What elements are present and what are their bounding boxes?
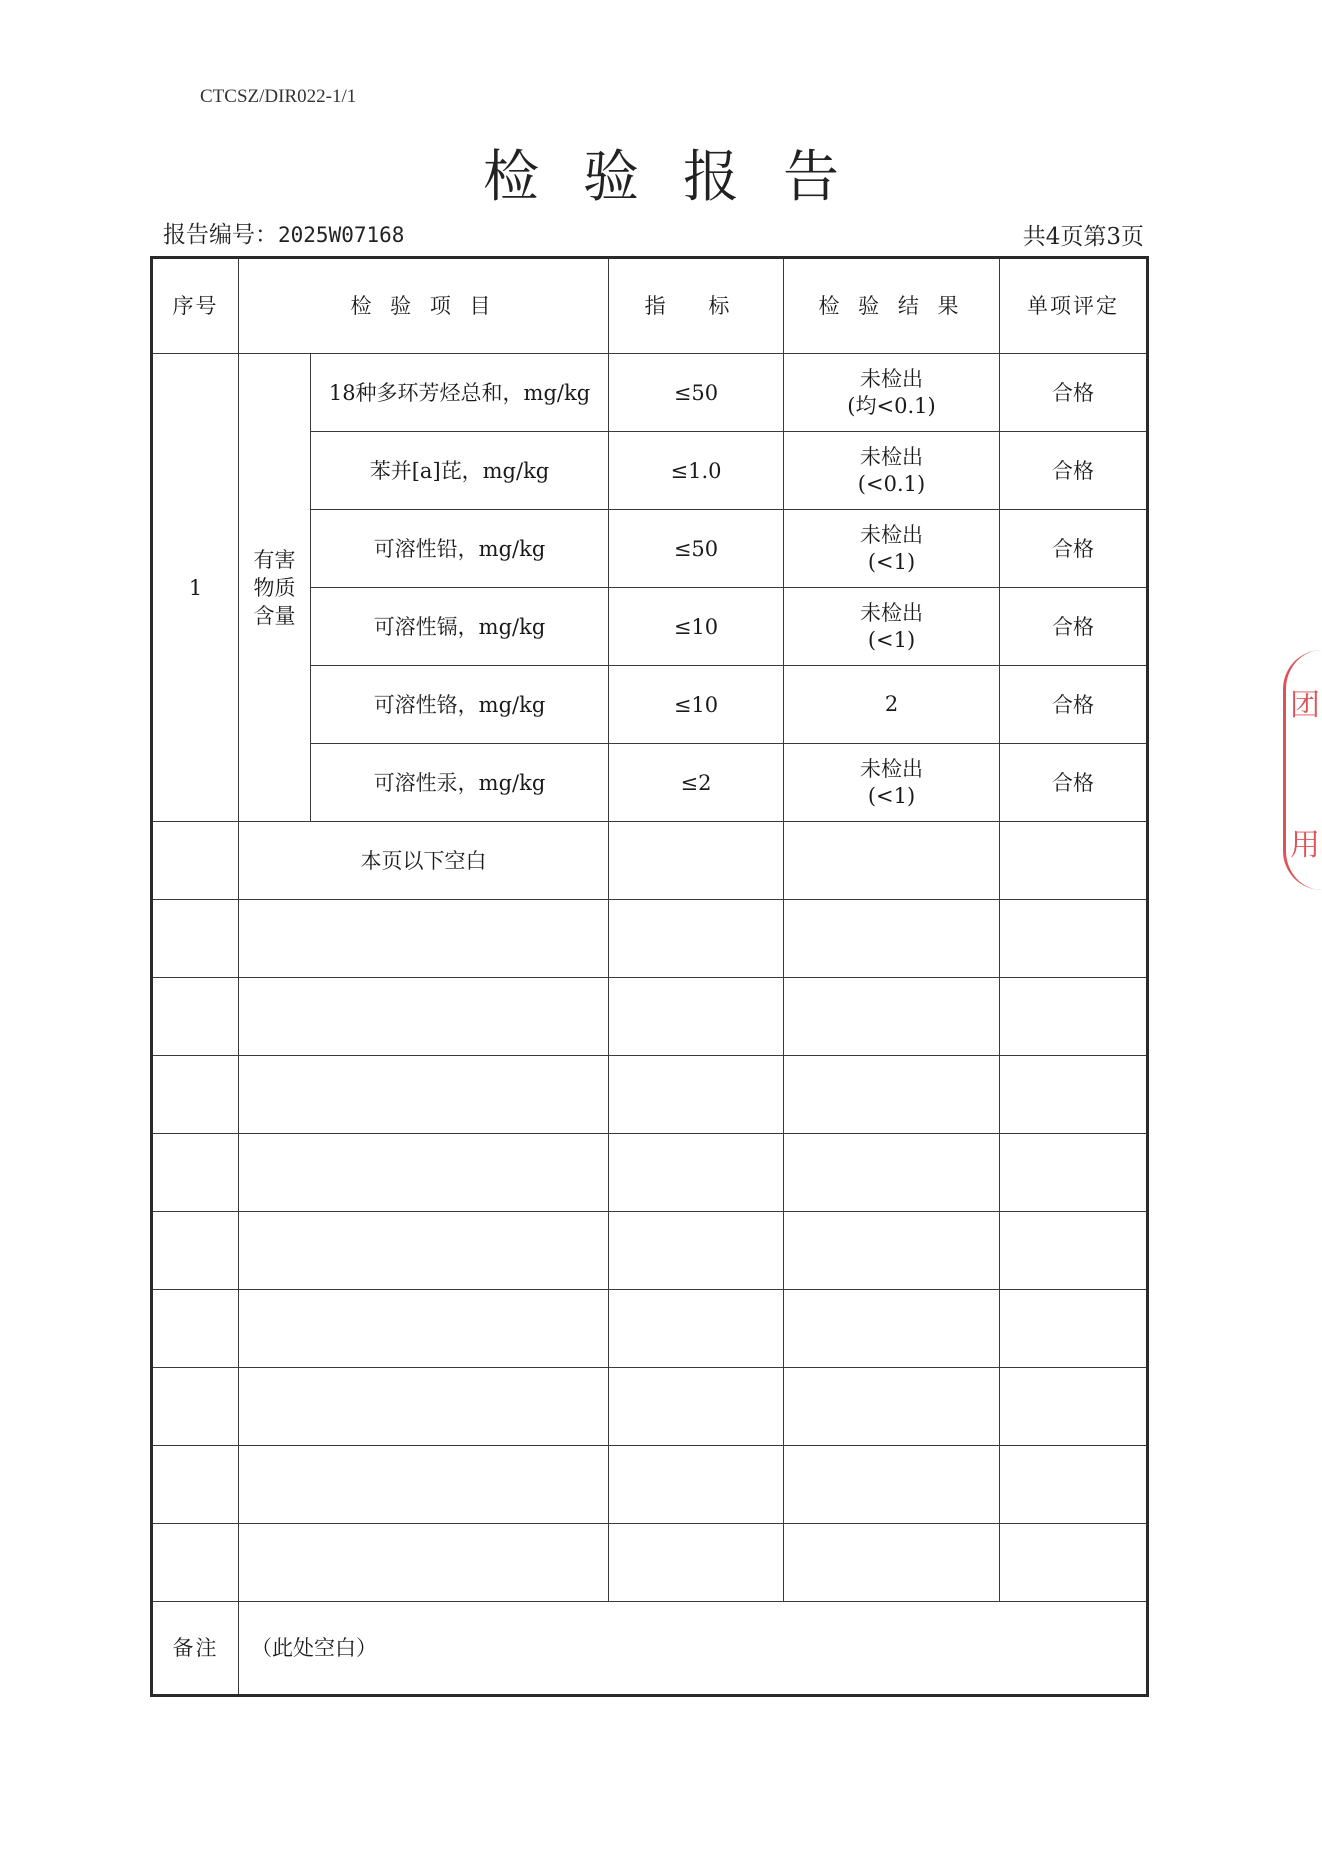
header-index: 指 标	[609, 258, 784, 354]
seal-stamp	[1283, 650, 1322, 890]
rating-cell: 合格	[1000, 666, 1148, 744]
header-result: 检 验 结 果	[784, 258, 1000, 354]
item-cell: 可溶性镉，mg/kg	[311, 588, 609, 666]
result-cell	[784, 432, 1000, 510]
category-line: 有害	[253, 547, 296, 572]
rating-cell: 合格	[1000, 510, 1148, 588]
header-item: 检 验 项 目	[239, 258, 609, 354]
empty-cell	[152, 822, 239, 900]
empty-row	[152, 1212, 1148, 1290]
index-cell: ≤2	[609, 744, 784, 822]
empty-row	[152, 1524, 1148, 1602]
rating-cell: 合格	[1000, 354, 1148, 432]
page-title: 检验报告	[483, 145, 883, 210]
empty-row	[152, 1290, 1148, 1368]
empty-row	[152, 1134, 1148, 1212]
result-cell	[784, 510, 1000, 588]
result-line: 未检出	[860, 756, 923, 781]
remark-row	[152, 1602, 1148, 1696]
result-line: 未检出	[860, 366, 923, 391]
result-line: (<0.1)	[857, 471, 926, 496]
result-cell	[784, 666, 1000, 744]
index-cell: ≤1.0	[609, 432, 784, 510]
empty-row	[152, 1368, 1148, 1446]
empty-cell	[609, 822, 784, 900]
remark-text: （此处空白）	[239, 1602, 1148, 1696]
result-line: 未检出	[860, 522, 923, 547]
stamp-char: 团	[1290, 688, 1320, 723]
report-number	[163, 216, 404, 249]
item-cell: 可溶性汞，mg/kg	[311, 744, 609, 822]
item-cell: 可溶性铅，mg/kg	[311, 510, 609, 588]
report-number-label: 报告编号：	[163, 222, 278, 248]
table-header-row	[152, 258, 1148, 354]
result-line: (<1)	[867, 549, 916, 574]
category-line: 含量	[253, 603, 296, 628]
index-cell: ≤10	[609, 666, 784, 744]
category-cell	[239, 354, 311, 822]
empty-row	[152, 900, 1148, 978]
category-line: 物质	[253, 575, 296, 600]
header-seq: 序号	[152, 258, 239, 354]
remark-label: 备注	[152, 1602, 239, 1696]
form-code: CTCSZ/DIR022-1/1	[200, 86, 357, 107]
result-line: 未检出	[860, 600, 923, 625]
result-line: (<1)	[867, 627, 916, 652]
item-cell: 苯并[a]芘，mg/kg	[311, 432, 609, 510]
result-line: 未检出	[860, 444, 923, 469]
empty-cell	[1000, 822, 1148, 900]
table-row	[152, 354, 1148, 432]
result-line: (<1)	[867, 783, 916, 808]
empty-row	[152, 1446, 1148, 1524]
item-cell: 可溶性铬，mg/kg	[311, 666, 609, 744]
stamp-char: 用	[1290, 828, 1320, 863]
result-cell	[784, 354, 1000, 432]
result-cell	[784, 588, 1000, 666]
index-cell: ≤50	[609, 354, 784, 432]
index-cell: ≤50	[609, 510, 784, 588]
empty-cell	[784, 822, 1000, 900]
rating-cell: 合格	[1000, 744, 1148, 822]
result-line: (均<0.1)	[847, 393, 936, 418]
blank-note: 本页以下空白	[239, 822, 609, 900]
result-line: 2	[884, 692, 899, 716]
rating-cell: 合格	[1000, 432, 1148, 510]
empty-row	[152, 978, 1148, 1056]
header-rating: 单项评定	[1000, 258, 1148, 354]
item-cell: 18种多环芳烃总和，mg/kg	[311, 354, 609, 432]
empty-row	[152, 1056, 1148, 1134]
blank-note-row	[152, 822, 1148, 900]
page-info: 共4页第3页	[1022, 224, 1144, 250]
rating-cell: 合格	[1000, 588, 1148, 666]
result-cell	[784, 744, 1000, 822]
report-number-value: 2025W07168	[278, 223, 405, 247]
inspection-table	[150, 256, 1149, 1697]
index-cell: ≤10	[609, 588, 784, 666]
seq-cell: 1	[152, 354, 239, 822]
